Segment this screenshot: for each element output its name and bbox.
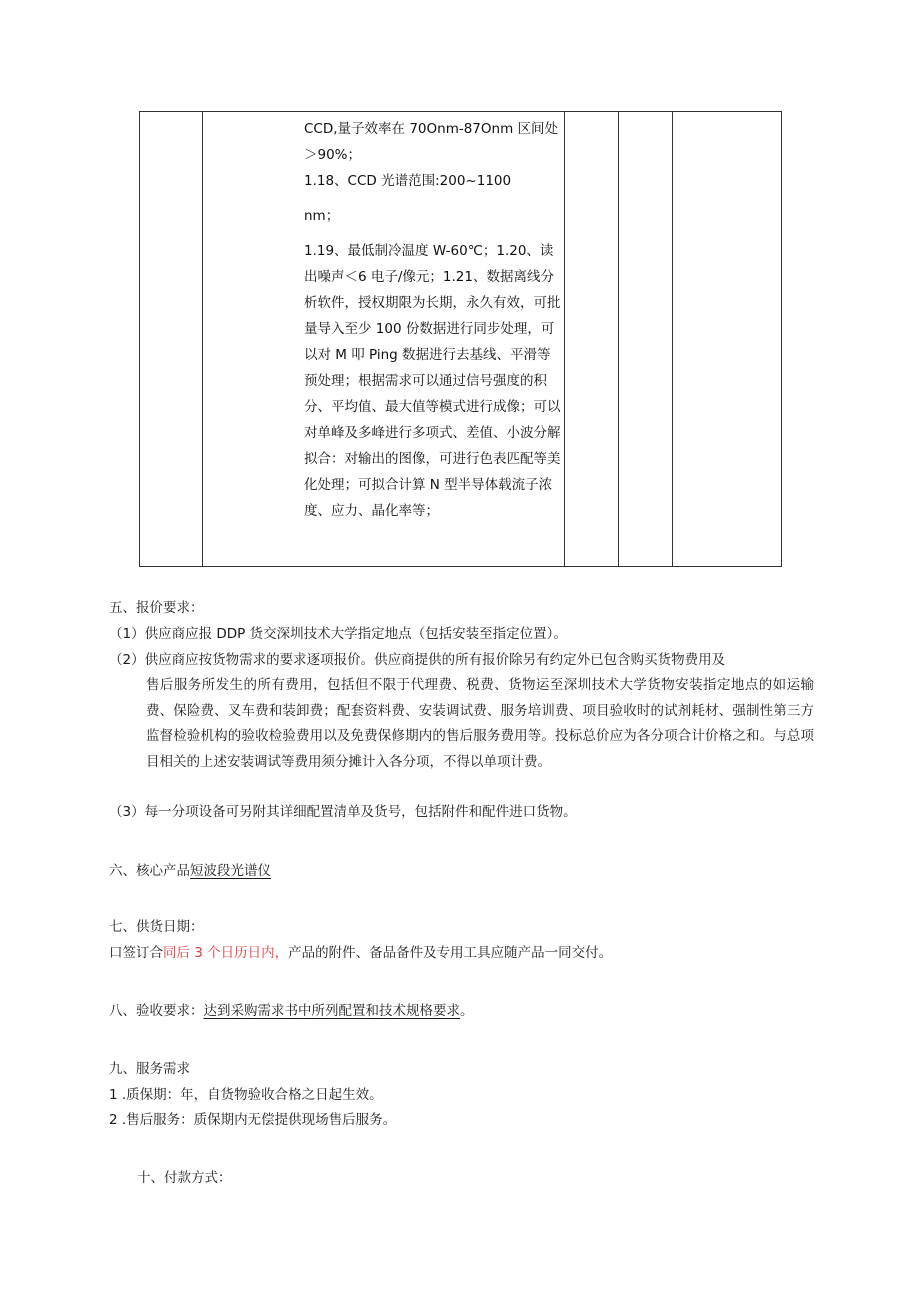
section-9-heading: 九、服务需求 (109, 1061, 190, 1077)
spec-line: nm； (304, 208, 340, 224)
table-column-divider (672, 112, 673, 566)
spec-cell (304, 116, 562, 524)
delivery-prefix: 口签订合 (109, 945, 163, 961)
spec-line: 1.19、最低制冷温度 W-60℃；1.20、读出噪声＜6 电子/像元；1.21、数据离线分析软件，授权期限为长期，永久有效，可批量导入至少 100 份数据进行同步处理，可以对 M 叩 Ping 数据进行去基线、平滑等预处理；根据需求可以通过信号强度的积分、平均值、最大值等模式进行成像；可以对单峰及多峰进行多项式、差值、小波分解拟合：对输出的图像，可进行色表匹配等美化处理；可拟合计算 N 型半导体载流子浓度、应力、晶化率等； (304, 243, 561, 519)
table-column-divider (564, 112, 565, 566)
section-5-item-2: （2）供应商应按货物需求的要求逐项报价。供应商提供的所有报价除另有约定外已包含购买货物费用及 (109, 652, 726, 668)
section-8-acceptance (109, 1000, 474, 1022)
section-10-heading: 十、付款方式： (137, 1170, 232, 1186)
section-5-heading: 五、报价要求： (109, 600, 204, 616)
spec-line: CCD,量子效率在 70Onm-87Onm 区间处＞90%； (304, 121, 559, 163)
section-9-item-2: 2 .售后服务：质保期内无偿提供现场售后服务。 (109, 1112, 397, 1128)
acceptance-prefix: 八、验收要求： (109, 1003, 204, 1019)
acceptance-requirement: 达到采购需求书中所列配置和技术规格要求 (203, 1003, 460, 1019)
spec-line: 1.18、CCD 光谱范围:200~1100 (304, 173, 512, 189)
section-7-delivery (109, 942, 612, 964)
table-column-divider (618, 112, 619, 566)
acceptance-suffix: 。 (460, 1003, 474, 1019)
core-product-name: 短波段光谱仪 (190, 863, 271, 879)
section-5-item-1: （1）供应商应报 DDP 货交深圳技术大学指定地点（包括安装至指定位置）。 (109, 626, 567, 642)
spec-table (139, 111, 782, 567)
delivery-deadline: 同后 3 个日历日内， (163, 945, 289, 961)
table-column-divider (202, 112, 203, 566)
delivery-suffix: 产品的附件、备品备件及专用工具应随产品一同交付。 (288, 945, 613, 961)
section-6-core-product (109, 860, 271, 882)
section-7-heading: 七、供货日期： (109, 919, 204, 935)
section-5-item-3: （3）每一分项设备可另附其详细配置清单及货号，包括附件和配件进口货物。 (109, 804, 577, 820)
section-9-item-1: 1 .质保期：年，自货物验收合格之日起生效。 (109, 1087, 383, 1103)
section-6-prefix: 六、核心产品 (109, 863, 190, 879)
section-5-item-2-continued: 售后服务所发生的所有费用，包括但不限于代理费、税费、货物运至深圳技术大学货物安装指定地点的如运输费、保险费、叉车费和装卸费；配套资料费、安装调试费、服务培训费、项目验收时的试剂耗材、强制性第三方监督检验机构的验收检验费用以及免费保修期内的售后服务费用等。投标总价应为各分项合计价格之和。与总项目相关的上述安装调试等费用须分摊计入各分项，不得以单项计费。 (146, 677, 814, 771)
